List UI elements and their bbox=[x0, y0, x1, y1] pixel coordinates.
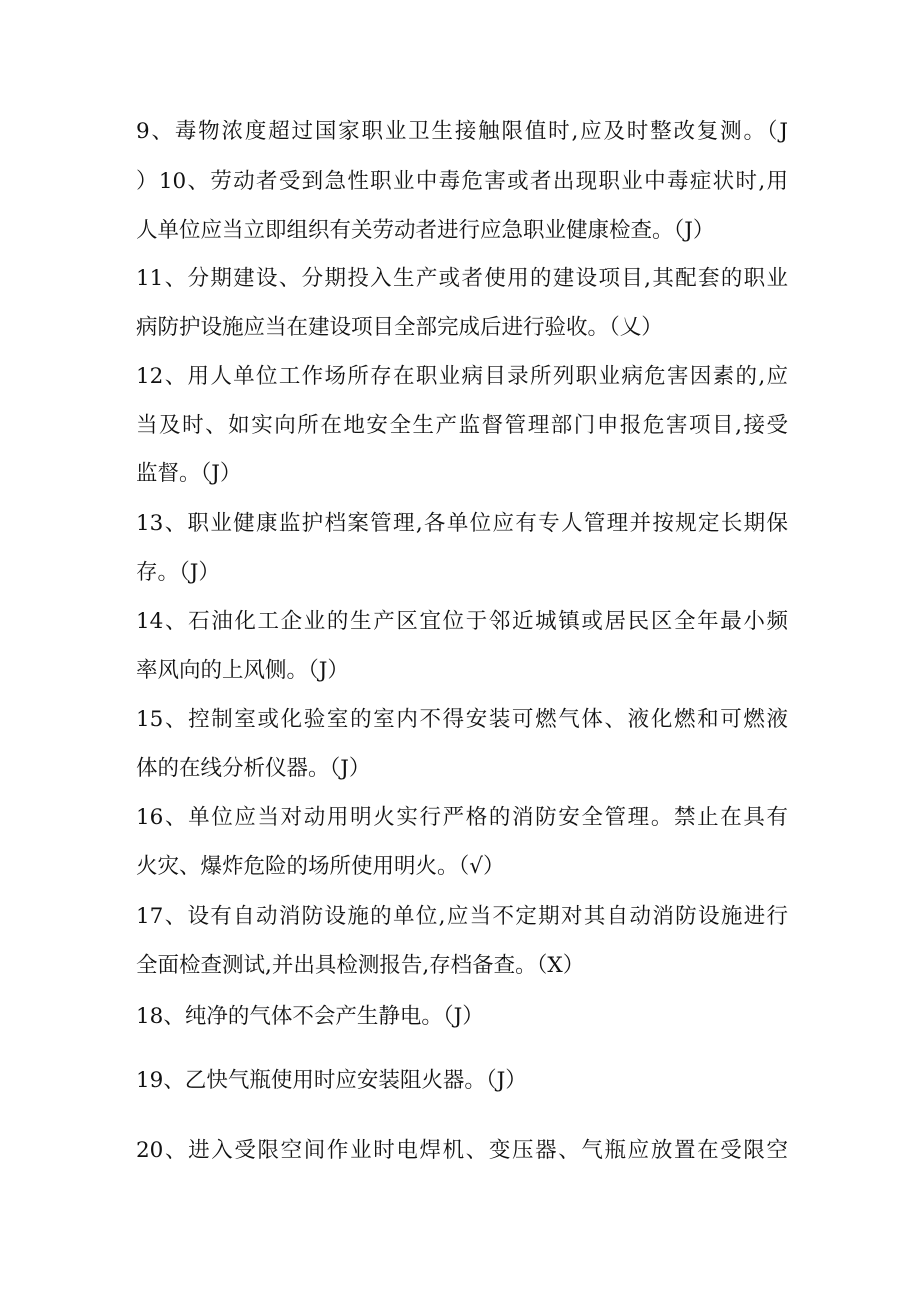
text-line-q13-end: 存。（J） bbox=[136, 560, 220, 585]
text-line-q13-start: 13、职业健康监护档案管理,各单位应有专人管理并按规定长期保 bbox=[136, 511, 788, 536]
text-line-q11-start: 11、分期建设、分期投入生产或者使用的建设项目,其配套的职业 bbox=[136, 266, 788, 291]
text-line-q15-start: 15、控制室或化验室的室内不得安装可燃气体、液化燃和可燃液 bbox=[136, 707, 788, 732]
text-line-q9: 9、毒物浓度超过国家职业卫生接触限值时,应及时整改复测。（J bbox=[136, 119, 788, 144]
text-line-q18: 18、纯净的气体不会产生静电。（J） bbox=[136, 1004, 484, 1029]
text-line-q12-start: 12、用人单位工作场所存在职业病目录所列职业病危害因素的,应 bbox=[136, 364, 788, 389]
text-line-q10-start: ）10、劳动者受到急性职业中毒危害或者出现职业中毒症状时,用 bbox=[136, 169, 788, 194]
text-line-q10-end: 人单位应当立即组织有关劳动者进行应急职业健康检查。（J） bbox=[136, 218, 715, 243]
text-line-q16-start: 16、单位应当对动用明火实行严格的消防安全管理。禁止在具有 bbox=[136, 805, 788, 830]
text-line-q15-end: 体的在线分析仪器。（J） bbox=[136, 756, 371, 781]
text-line-q19: 19、乙快气瓶使用时应安装阻火器。（J） bbox=[136, 1068, 527, 1093]
text-line-q17-start: 17、设有自动消防设施的单位,应当不定期对其自动消防设施进行 bbox=[136, 904, 788, 929]
text-line-q20: 20、进入受限空间作业时电焊机、变压器、气瓶应放置在受限空 bbox=[136, 1138, 788, 1163]
text-line-q17-end: 全面检查测试,并出具检测报告,存档备查。（X） bbox=[136, 953, 585, 978]
text-line-q12-end: 监督。（J） bbox=[136, 461, 242, 486]
text-line-q16-end: 火灾、爆炸危险的场所使用明火。（√） bbox=[136, 854, 505, 879]
text-line-q12-middle: 当及时、如实向所在地安全生产监督管理部门申报危害项目,接受 bbox=[136, 413, 788, 438]
text-line-q14-start: 14、石油化工企业的生产区宜位于邻近城镇或居民区全年最小频 bbox=[136, 609, 788, 634]
text-line-q11-end: 病防护设施应当在建设项目全部完成后进行验收。（乂） bbox=[136, 315, 663, 340]
text-line-q14-end: 率风向的上风侧。（J） bbox=[136, 658, 349, 683]
